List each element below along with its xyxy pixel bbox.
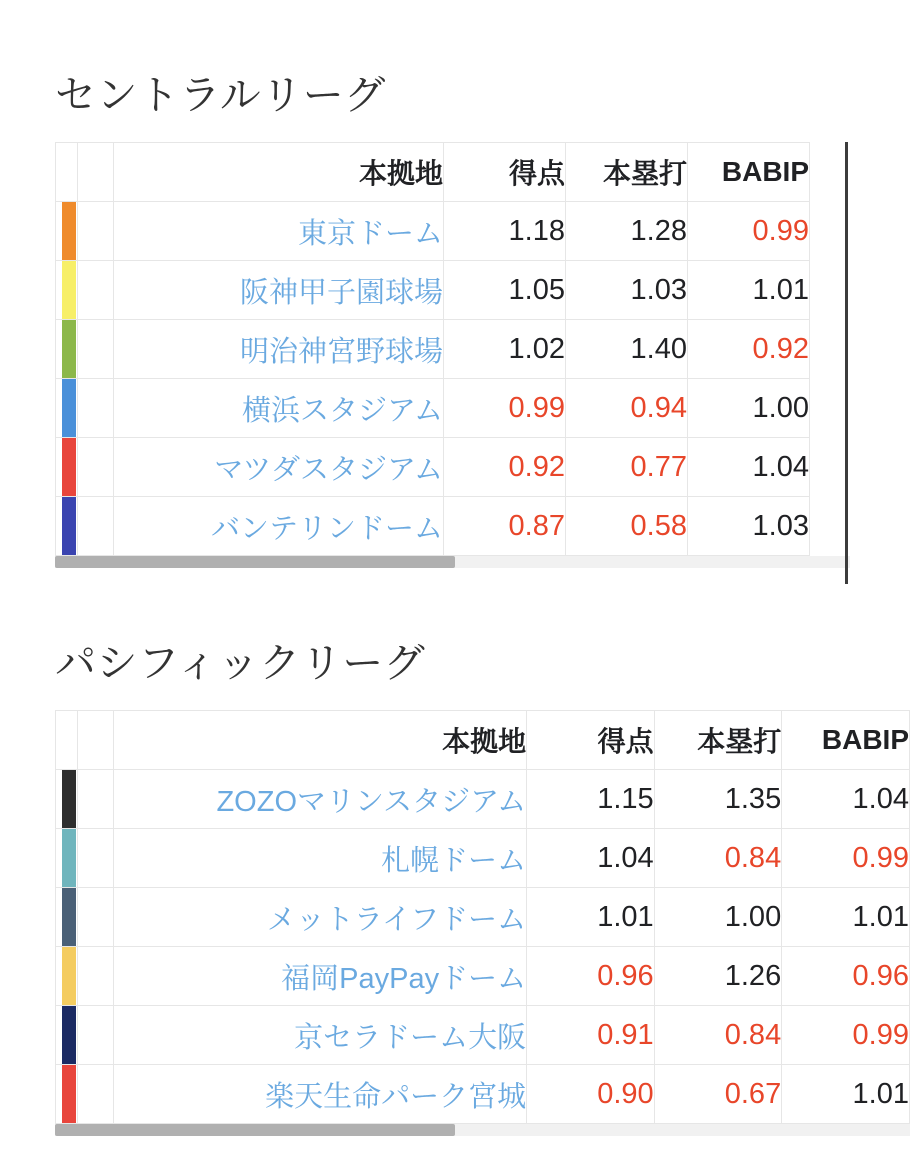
team-color-swatch bbox=[56, 947, 78, 1006]
runs-value: 0.92 bbox=[444, 438, 566, 497]
row-spacer-cell bbox=[78, 202, 114, 261]
stadium-link[interactable]: 横浜スタジアム bbox=[114, 379, 444, 438]
runs-value: 0.99 bbox=[444, 379, 566, 438]
table-row bbox=[56, 261, 810, 320]
stadium-link[interactable]: マツダスタジアム bbox=[114, 438, 444, 497]
table-row bbox=[56, 202, 810, 261]
team-color-swatch bbox=[56, 1006, 78, 1065]
team-color-swatch bbox=[56, 379, 78, 438]
homeruns-value: 0.94 bbox=[566, 379, 688, 438]
team-color-fill bbox=[62, 1006, 76, 1064]
runs-value: 1.01 bbox=[527, 888, 655, 947]
team-color-swatch bbox=[56, 202, 78, 261]
runs-value: 1.04 bbox=[527, 829, 655, 888]
table-wrap-central bbox=[55, 142, 850, 568]
table-row bbox=[56, 379, 810, 438]
table-body-pacific bbox=[56, 770, 910, 1124]
babip-value: 0.96 bbox=[782, 947, 910, 1006]
team-color-swatch bbox=[56, 1065, 78, 1124]
runs-value: 1.15 bbox=[527, 770, 655, 829]
babip-value: 0.99 bbox=[688, 202, 810, 261]
table-wrap-pacific bbox=[55, 710, 910, 1136]
team-color-fill bbox=[62, 770, 76, 828]
team-color-fill bbox=[62, 947, 76, 1005]
row-spacer-cell bbox=[78, 379, 114, 438]
babip-value: 1.04 bbox=[688, 438, 810, 497]
homeruns-value: 1.35 bbox=[654, 770, 782, 829]
header-runs[interactable]: 得点 bbox=[444, 143, 566, 202]
stadium-link[interactable]: 福岡PayPayドーム bbox=[113, 947, 526, 1006]
homeruns-value: 0.84 bbox=[654, 1006, 782, 1065]
table-header-central bbox=[56, 143, 810, 202]
page-title-central: セントラルリーグ bbox=[55, 72, 386, 118]
header-homeruns[interactable]: 本塁打 bbox=[566, 143, 688, 202]
homeruns-value: 0.67 bbox=[654, 1065, 782, 1124]
table-row bbox=[56, 497, 810, 556]
babip-value: 1.01 bbox=[782, 888, 910, 947]
team-color-fill bbox=[62, 261, 76, 319]
stadium-link[interactable]: バンテリンドーム bbox=[114, 497, 444, 556]
runs-value: 0.96 bbox=[527, 947, 655, 1006]
header-babip[interactable]: BABIP bbox=[782, 711, 910, 770]
team-color-fill bbox=[62, 829, 76, 887]
homeruns-value: 0.77 bbox=[566, 438, 688, 497]
stats-table-pacific bbox=[55, 710, 910, 1124]
table-row bbox=[56, 320, 810, 379]
header-rank-spacer bbox=[78, 143, 114, 202]
stadium-link[interactable]: 札幌ドーム bbox=[113, 829, 526, 888]
row-spacer-cell bbox=[78, 261, 114, 320]
runs-value: 0.87 bbox=[444, 497, 566, 556]
table-header-row bbox=[56, 711, 910, 770]
team-color-fill bbox=[62, 497, 76, 555]
team-color-fill bbox=[62, 438, 76, 496]
babip-value: 1.03 bbox=[688, 497, 810, 556]
row-spacer-cell bbox=[77, 888, 113, 947]
stadium-link[interactable]: 阪神甲子園球場 bbox=[114, 261, 444, 320]
header-homeruns[interactable]: 本塁打 bbox=[654, 711, 782, 770]
team-color-swatch bbox=[56, 829, 78, 888]
team-color-swatch bbox=[56, 770, 78, 829]
row-spacer-cell bbox=[78, 320, 114, 379]
team-color-fill bbox=[62, 202, 76, 260]
header-swatch-spacer bbox=[56, 143, 78, 202]
header-stadium[interactable]: 本拠地 bbox=[114, 143, 444, 202]
babip-value: 1.01 bbox=[782, 1065, 910, 1124]
table-body-central bbox=[56, 202, 810, 556]
table-row bbox=[56, 1006, 910, 1065]
team-color-swatch bbox=[56, 320, 78, 379]
header-swatch-spacer bbox=[56, 711, 78, 770]
runs-value: 0.90 bbox=[527, 1065, 655, 1124]
runs-value: 1.05 bbox=[444, 261, 566, 320]
team-color-fill bbox=[62, 379, 76, 437]
homeruns-value: 0.84 bbox=[654, 829, 782, 888]
team-color-swatch bbox=[56, 438, 78, 497]
babip-value: 0.99 bbox=[782, 829, 910, 888]
header-rank-spacer bbox=[77, 711, 113, 770]
row-spacer-cell bbox=[77, 1065, 113, 1124]
row-spacer-cell bbox=[77, 1006, 113, 1065]
runs-value: 0.91 bbox=[527, 1006, 655, 1065]
babip-value: 0.99 bbox=[782, 1006, 910, 1065]
team-color-fill bbox=[62, 320, 76, 378]
table-header-row bbox=[56, 143, 810, 202]
team-color-swatch bbox=[56, 497, 78, 556]
row-spacer-cell bbox=[78, 438, 114, 497]
table-row bbox=[56, 829, 910, 888]
stadium-link[interactable]: メットライフドーム bbox=[113, 888, 526, 947]
scrollbar-thumb[interactable] bbox=[55, 556, 455, 568]
table-row bbox=[56, 888, 910, 947]
homeruns-value: 1.03 bbox=[566, 261, 688, 320]
row-spacer-cell bbox=[77, 947, 113, 1006]
homeruns-value: 1.26 bbox=[654, 947, 782, 1006]
table-row bbox=[56, 438, 810, 497]
table-right-edge-rule-central bbox=[845, 142, 848, 584]
scrollbar-thumb[interactable] bbox=[55, 1124, 455, 1136]
team-color-swatch bbox=[56, 261, 78, 320]
stadium-link[interactable]: 東京ドーム bbox=[114, 202, 444, 261]
header-runs[interactable]: 得点 bbox=[527, 711, 655, 770]
horizontal-scrollbar-pacific[interactable] bbox=[55, 1124, 910, 1136]
table-row bbox=[56, 770, 910, 829]
team-color-fill bbox=[62, 888, 76, 946]
babip-value: 0.92 bbox=[688, 320, 810, 379]
homeruns-value: 1.40 bbox=[566, 320, 688, 379]
team-color-fill bbox=[62, 1065, 76, 1123]
stadium-link[interactable]: 明治神宮野球場 bbox=[114, 320, 444, 379]
babip-value: 1.01 bbox=[688, 261, 810, 320]
row-spacer-cell bbox=[77, 829, 113, 888]
homeruns-value: 1.00 bbox=[654, 888, 782, 947]
header-stadium[interactable]: 本拠地 bbox=[113, 711, 526, 770]
row-spacer-cell bbox=[77, 770, 113, 829]
runs-value: 1.18 bbox=[444, 202, 566, 261]
homeruns-value: 0.58 bbox=[566, 497, 688, 556]
table-header-pacific bbox=[56, 711, 910, 770]
stadium-link[interactable]: ZOZOマリンスタジアム bbox=[113, 770, 526, 829]
runs-value: 1.02 bbox=[444, 320, 566, 379]
page-title-pacific: パシフィックリーグ bbox=[55, 640, 426, 686]
stadium-link[interactable]: 楽天生命パーク宮城 bbox=[113, 1065, 526, 1124]
babip-value: 1.04 bbox=[782, 770, 910, 829]
horizontal-scrollbar-central[interactable] bbox=[55, 556, 850, 568]
stats-table-central bbox=[55, 142, 810, 556]
row-spacer-cell bbox=[78, 497, 114, 556]
header-babip[interactable]: BABIP bbox=[688, 143, 810, 202]
homeruns-value: 1.28 bbox=[566, 202, 688, 261]
stadium-link[interactable]: 京セラドーム大阪 bbox=[113, 1006, 526, 1065]
table-row bbox=[56, 947, 910, 1006]
babip-value: 1.00 bbox=[688, 379, 810, 438]
table-row bbox=[56, 1065, 910, 1124]
team-color-swatch bbox=[56, 888, 78, 947]
